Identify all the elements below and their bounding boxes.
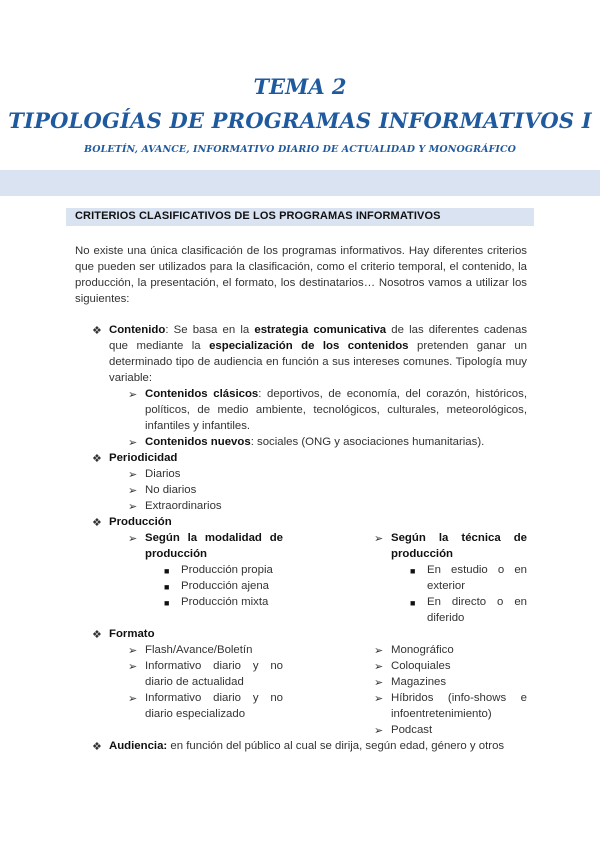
- arrow-bullet-icon: ➢: [128, 533, 138, 545]
- arrow-bullet-icon: ➢: [128, 485, 138, 497]
- contenido-paragraph: [109, 322, 527, 386]
- arrow-bullet-icon: ➢: [128, 389, 138, 401]
- audiencia-text: en función del público al cual se dirija, según edad, género y otros: [167, 740, 505, 752]
- contenido-text-2: de las diferentes cadenas que mediante la: [109, 324, 528, 352]
- contenidos-clasicos-item: [145, 386, 527, 434]
- periodicidad-item: No diarios: [145, 484, 197, 496]
- contenido-text-1: : Se basa en la: [165, 324, 255, 336]
- diamond-bullet-icon: ❖: [92, 453, 102, 465]
- diamond-bullet-icon: ❖: [92, 629, 102, 641]
- formato-label-text: Formato: [109, 628, 155, 640]
- produccion-tecnica-title-text: Según la técnica de producción: [391, 532, 527, 560]
- diamond-bullet-icon: ❖: [92, 741, 102, 753]
- produccion-modalidad-item: Producción ajena: [181, 580, 270, 592]
- contenido-bold-2: especialización de los contenidos: [209, 340, 409, 352]
- contenidos-clasicos-label: Contenidos clásicos: [145, 388, 259, 400]
- arrow-bullet-icon: ➢: [128, 693, 138, 705]
- formato-item: Informativo diario y no diario especializado: [145, 692, 283, 720]
- formato-item: Podcast: [391, 724, 433, 736]
- produccion-modalidad-item: Producción mixta: [181, 596, 269, 608]
- contenidos-nuevos-label: Contenidos nuevos: [145, 436, 251, 448]
- periodicidad-item: Extraordinarios: [145, 500, 222, 512]
- produccion-modalidad-title-text: Según la modalidad de producción: [145, 532, 283, 560]
- produccion-modalidad-title: [145, 530, 283, 562]
- produccion-label: [109, 514, 172, 530]
- arrow-bullet-icon: ➢: [374, 661, 384, 673]
- arrow-bullet-icon: ➢: [374, 725, 384, 737]
- periodicidad-label: [109, 450, 177, 466]
- arrow-bullet-icon: ➢: [374, 533, 384, 545]
- produccion-modalidad-item: Producción propia: [181, 564, 273, 576]
- contenidos-nuevos-text: : sociales (ONG y asociaciones humanitarias).: [250, 436, 485, 448]
- formato-label: [109, 626, 155, 642]
- contenido-label: Contenido: [109, 324, 166, 336]
- formato-item: Coloquiales: [391, 660, 451, 672]
- square-bullet-icon: ■: [410, 566, 416, 576]
- produccion-label-text: Producción: [109, 516, 172, 528]
- square-bullet-icon: ■: [410, 598, 416, 608]
- document-subject-title: TIPOLOGÍAS DE PROGRAMAS INFORMATIVOS I: [8, 108, 592, 133]
- square-bullet-icon: ■: [164, 582, 170, 592]
- square-bullet-icon: ■: [164, 598, 170, 608]
- contenido-text-3: pretenden ganar un determinado tipo de audiencia en función a sus intereses comunes. Tipología muy variable:: [109, 340, 527, 384]
- formato-item: Magazines: [391, 676, 447, 688]
- arrow-bullet-icon: ➢: [128, 469, 138, 481]
- contenidos-nuevos-item: [145, 434, 527, 450]
- periodicidad-label-text: Periodicidad: [109, 452, 178, 464]
- decorative-band: [0, 170, 600, 196]
- formato-item: Híbridos (info-shows e infoentretenimiento): [391, 692, 527, 720]
- formato-item: Monográfico: [391, 644, 454, 656]
- arrow-bullet-icon: ➢: [374, 677, 384, 689]
- diamond-bullet-icon: ❖: [92, 325, 102, 337]
- formato-item: Flash/Avance/Boletín: [145, 644, 253, 656]
- contenido-bold-1: estrategia comunicativa: [254, 324, 387, 336]
- document-title: TEMA 2: [253, 74, 347, 99]
- produccion-tecnica-item: En directo o en diferido: [427, 596, 527, 624]
- intro-paragraph: No existe una única clasificación de los programas informativos. Hay diferentes criterios que pueden ser utilizados para la clasificación, como el criterio temporal, el contenido, la producción, la presentación, el formato, los destinatarios… Nosotros vamos a utilizar los siguientes:: [75, 245, 527, 305]
- arrow-bullet-icon: ➢: [128, 437, 138, 449]
- audiencia-item: [109, 738, 539, 754]
- section-heading: CRITERIOS CLASIFICATIVOS DE LOS PROGRAMAS INFORMATIVOS: [75, 210, 441, 222]
- document-subtitle: BOLETÍN, AVANCE, INFORMATIVO DIARIO DE ACTUALIDAD Y MONOGRÁFICO: [83, 144, 517, 155]
- arrow-bullet-icon: ➢: [128, 661, 138, 673]
- diamond-bullet-icon: ❖: [92, 517, 102, 529]
- periodicidad-item: Diarios: [145, 468, 181, 480]
- audiencia-label: Audiencia:: [109, 740, 168, 752]
- arrow-bullet-icon: ➢: [374, 645, 384, 657]
- produccion-tecnica-title: [391, 530, 527, 562]
- arrow-bullet-icon: ➢: [374, 693, 384, 705]
- formato-item: Informativo diario y no diario de actualidad: [145, 660, 283, 688]
- contenidos-clasicos-text: : deportivos, de economía, del corazón, históricos, políticos, de medio ambiente, tecnológicos, culturales, meteorológicos, infantiles y infantiles.: [145, 388, 527, 432]
- arrow-bullet-icon: ➢: [128, 501, 138, 513]
- produccion-tecnica-item: En estudio o en exterior: [427, 564, 527, 592]
- arrow-bullet-icon: ➢: [128, 645, 138, 657]
- square-bullet-icon: ■: [164, 566, 170, 576]
